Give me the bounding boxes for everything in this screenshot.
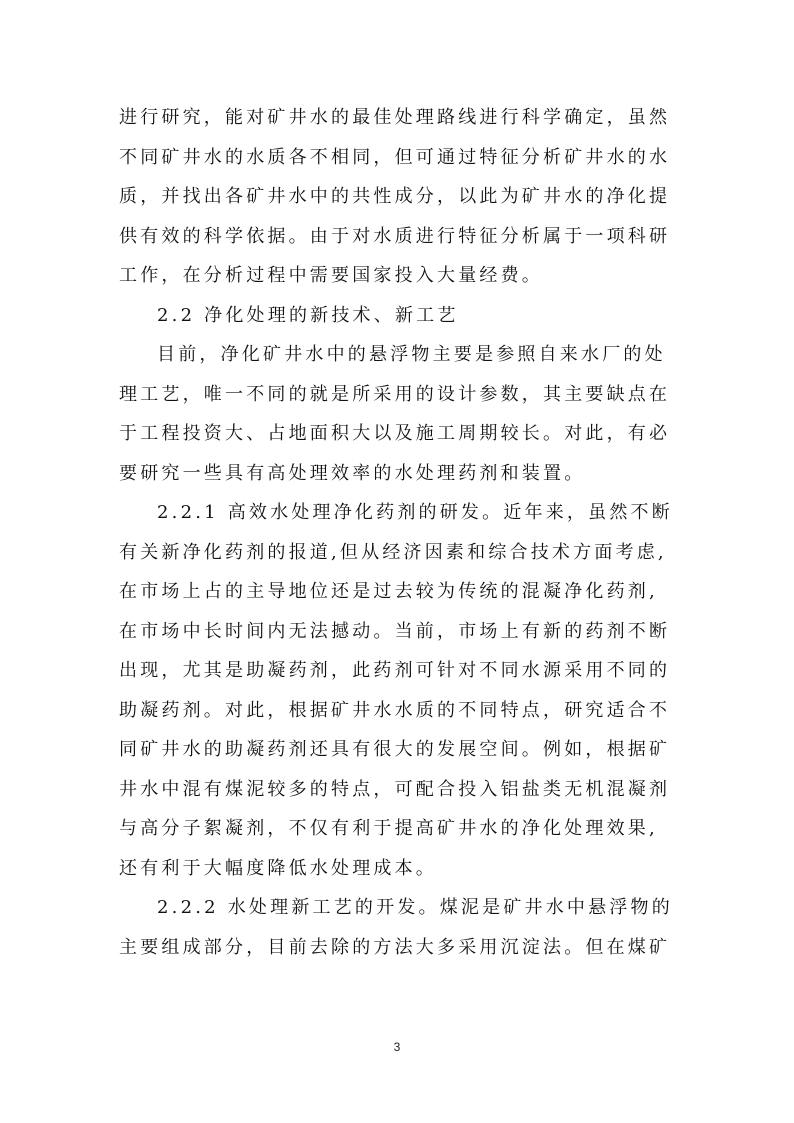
text-line: 理工艺，唯一不同的就是所采用的设计参数，其主要缺点在 — [119, 383, 671, 405]
text-line: 井水中混有煤泥较多的特点，可配合投入铝盐类无机混凝剂 — [119, 778, 671, 800]
text-line: 不同矿井水的水质各不相同，但可通过特征分析矿井水的水 — [119, 146, 671, 168]
body-text — [119, 98, 679, 967]
text-line: 主要组成部分，目前去除的方法大多采用沉淀法。但在煤矿 — [119, 936, 671, 958]
text-line: 出现，尤其是助凝药剂，此药剂可针对不同水源采用不同的 — [119, 660, 671, 681]
text-line: 质，并找出各矿井水中的共性成分，以此为矿井水的净化提 — [119, 186, 671, 207]
text-line: 还有利于大幅度降低水处理成本。 — [119, 857, 437, 879]
subsection-line: 2.2.1 高效水处理净化药剂的研发。近年来，虽然不断 — [157, 502, 673, 523]
text-line: 与高分子絮凝剂，不仅有利于提高矿井水的净化处理效果, — [119, 818, 658, 839]
page-number: 3 — [393, 1040, 401, 1054]
text-line: 在市场中长时间内无法撼动。当前，市场上有新的药剂不断 — [119, 620, 671, 642]
text-line: 目前，净化矿井水中的悬浮物主要是参照自来水厂的处 — [157, 344, 666, 365]
text-line: 供有效的科学依据。由于对水质进行特征分析属于一项科研 — [119, 225, 671, 247]
text-line: 要研究一些具有高处理效率的水处理药剂和装置。 — [119, 462, 586, 484]
text-line: 有关新净化药剂的报道,但从经济因素和综合技术方面考虑, — [119, 541, 667, 563]
subsection-line: 2.2.2 水处理新工艺的开发。煤泥是矿井水中悬浮物的 — [157, 897, 673, 918]
text-line: 在市场上占的主导地位还是过去较为传统的混凝净化药剂, — [119, 581, 658, 602]
section-heading: 2.2 净化处理的新技术、新工艺 — [157, 304, 459, 326]
text-line: 于工程投资大、占地面积大以及施工周期较长。对此，有必 — [119, 423, 671, 444]
text-line: 进行研究，能对矿井水的最佳处理路线进行科学确定，虽然 — [119, 107, 671, 128]
text-line: 工作，在分析过程中需要国家投入大量经费。 — [119, 265, 543, 286]
text-line: 同矿井水的助凝药剂还具有很大的发展空间。例如，根据矿 — [119, 739, 671, 760]
text-line: 助凝药剂。对此，根据矿井水水质的不同特点，研究适合不 — [119, 699, 671, 721]
